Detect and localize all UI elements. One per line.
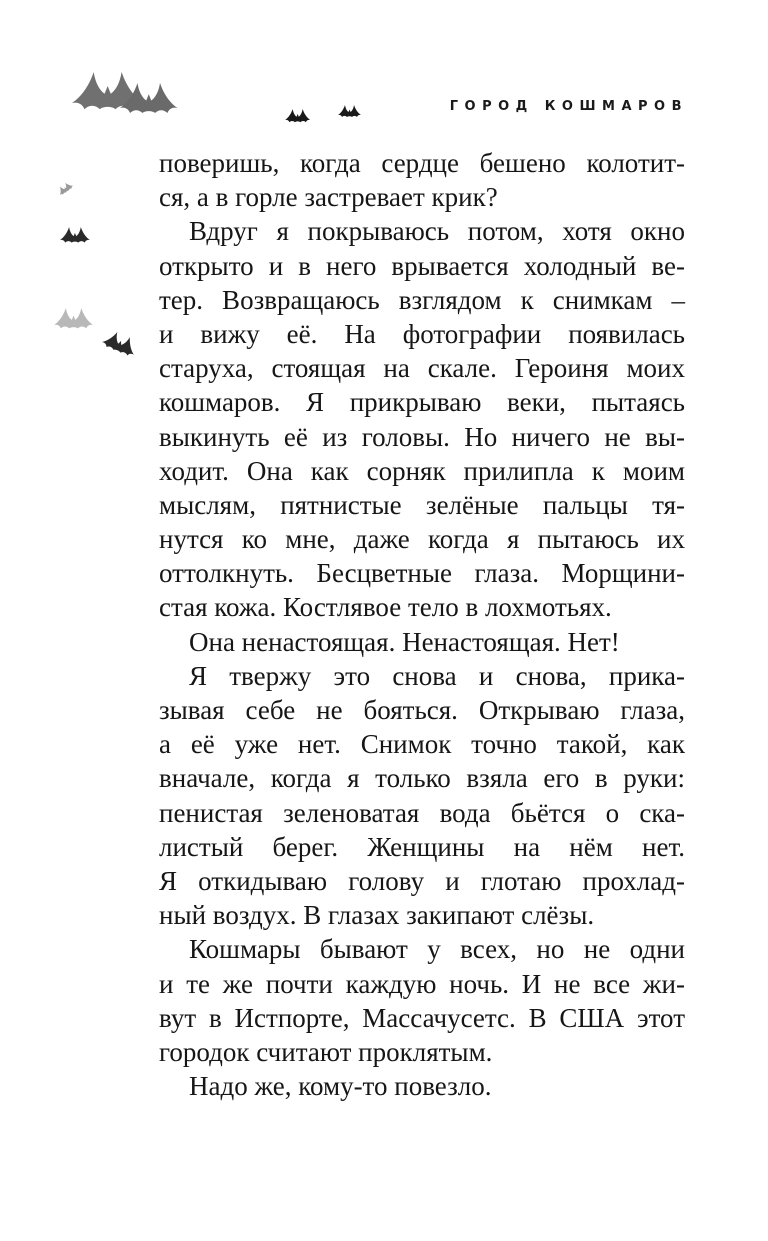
bat-icon [338,105,361,117]
text-line: кошмаров. Я прикрываю веки, пытаясь [159,387,685,418]
text-line: ходит. Она как сорняк прилипла к моим [159,455,685,486]
text-line: листый берег. Женщины на нём нет. [159,831,685,862]
bat-icon [120,83,178,113]
text-line: и вижу её. На фотографии появилась [159,318,685,349]
text-line: и те же почти каждую ночь. И не все жи- [159,968,685,999]
bat-icon [60,227,90,243]
running-head-title: ГОРОД КОШМАРОВ [449,99,688,114]
text-line: старуха, стоящая на скале. Героиня моих [159,353,685,384]
text-line: мыслям, пятнистые зелёные пальцы тя- [159,489,685,520]
text-line: тер. Возвращаюсь взглядом к снимкам – [159,284,685,315]
bat-icon [285,109,310,122]
text-line: открыто и в него врывается холодный ве- [159,250,685,281]
text-line: городок считают проклятым. [159,1036,493,1067]
text-line: Я твержу это снова и снова, прика- [189,660,685,691]
text-line: а её уже нет. Снимок точно такой, как [159,729,685,760]
text-line: оттолкнуть. Бесцветные глаза. Морщини- [159,558,685,589]
text-line: стая кожа. Костлявое тело в лохмотьях. [159,592,612,623]
bat-icon [101,328,140,358]
text-line: ный воздух. В глазах закипают слёзы. [159,900,595,931]
text-line: Она ненастоящая. Ненастоящая. Нет! [189,626,620,657]
text-line: ся, а в горле застревает крик? [159,182,498,213]
bat-icon [54,308,93,328]
text-line: выкинуть её из головы. Но ничего не вы- [159,421,685,452]
text-line: Кошмары бывают у всех, но не одни [189,934,685,965]
text-line: Вдруг я покрываюсь потом, хотя окно [189,216,685,247]
text-line: вут в Истпорте, Массачусетс. В США этот [159,1002,685,1033]
text-line: поверишь, когда сердце бешено колотит- [159,148,685,178]
text-line: зывая себе не бояться. Открываю глаза, [159,695,685,725]
text-line: вначале, когда я только взяла его в руки: [159,763,685,794]
bat-icon [56,180,74,196]
text-line: Я откидываю голову и глотаю прохлад- [159,865,685,896]
body-text [159,146,685,1103]
text-line: пенистая зеленоватая вода бьётся о ска- [159,797,685,828]
text-line: нутся ко мне, даже когда я пытаюсь их [159,524,685,555]
text-line: Надо же, кому-то повезло. [189,1071,492,1102]
bat-icon [72,72,143,109]
